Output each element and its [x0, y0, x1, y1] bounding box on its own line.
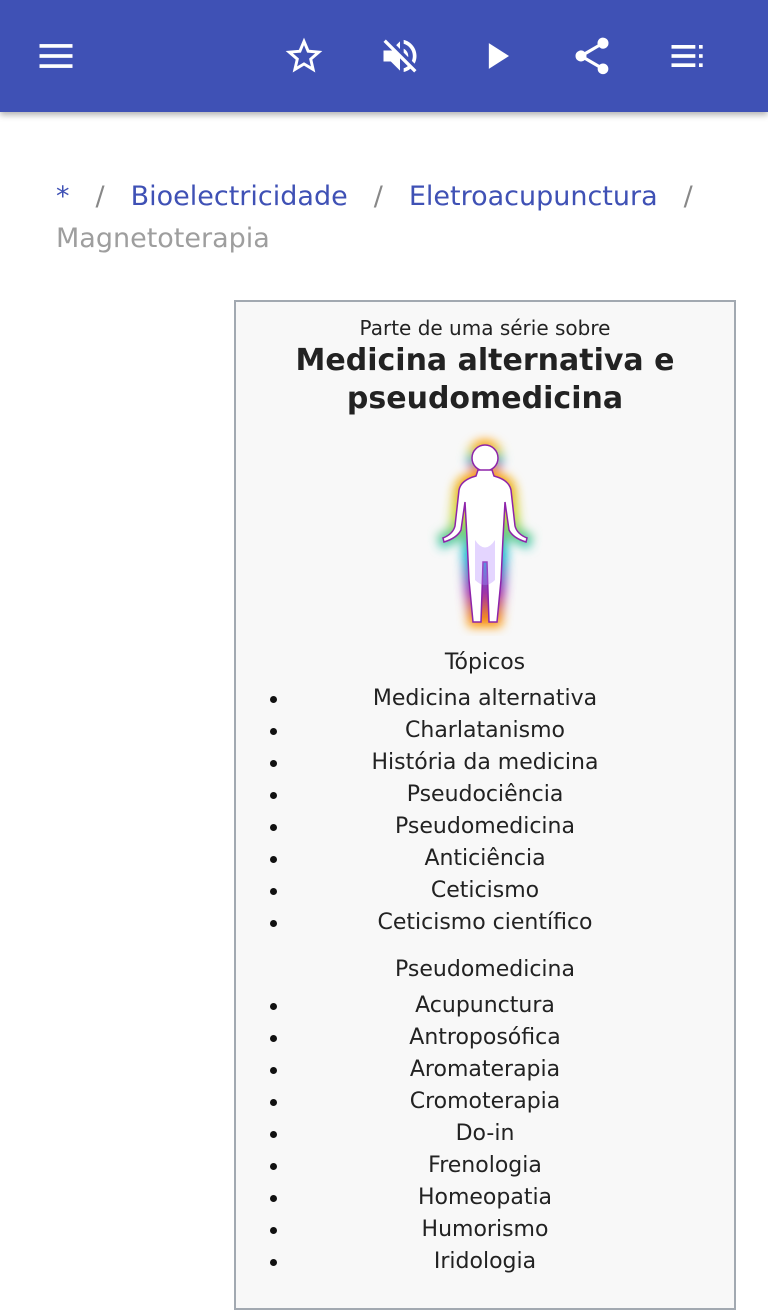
list-item[interactable]: Anticiência	[236, 843, 734, 875]
breadcrumb-separator: /	[683, 181, 693, 212]
breadcrumb-current: Magnetoterapia	[56, 223, 270, 254]
volume-mute-icon	[378, 34, 422, 78]
breadcrumb-home[interactable]: *	[56, 181, 70, 212]
breadcrumb-separator: /	[95, 181, 105, 212]
breadcrumb-separator: /	[373, 181, 383, 212]
play-button[interactable]	[470, 28, 526, 84]
human-aura-figure[interactable]	[425, 430, 545, 636]
mute-button[interactable]	[372, 28, 428, 84]
breadcrumb-eletroacupunctura[interactable]: Eletroacupunctura	[408, 181, 658, 212]
favorite-button[interactable]	[276, 28, 332, 84]
breadcrumb	[56, 176, 716, 260]
breadcrumb-bioelectricidade[interactable]: Bioelectricidade	[130, 181, 348, 212]
infobox-title-line1: Medicina alternativa e	[295, 343, 675, 378]
share-icon	[570, 34, 614, 78]
infobox-title-line2: pseudomedicina	[346, 381, 624, 416]
list-item[interactable]: Acupunctura	[236, 990, 734, 1022]
infobox-title	[236, 342, 734, 418]
section-heading-pseudomedicina: Pseudomedicina	[395, 957, 575, 982]
star-outline-icon	[282, 34, 326, 78]
list-item[interactable]: Iridologia	[236, 1246, 734, 1278]
list-item[interactable]: Homeopatia	[236, 1182, 734, 1214]
list-item[interactable]: Frenologia	[236, 1150, 734, 1182]
list-item[interactable]: História da medicina	[236, 747, 734, 779]
list-item[interactable]: Cromoterapia	[236, 1086, 734, 1118]
list-item[interactable]: Aromaterapia	[236, 1054, 734, 1086]
list-item[interactable]: Humorismo	[236, 1214, 734, 1246]
list-item[interactable]: Antroposófica	[236, 1022, 734, 1054]
list-item[interactable]: Medicina alternativa	[236, 683, 734, 715]
list-item[interactable]: Ceticismo	[236, 875, 734, 907]
play-icon	[476, 34, 520, 78]
list-item[interactable]: Pseudomedicina	[236, 811, 734, 843]
menu-button[interactable]	[28, 28, 84, 84]
pseudomedicine-list	[236, 990, 734, 1278]
section-heading-topicos: Tópicos	[444, 650, 526, 675]
playlist-icon	[666, 34, 710, 78]
topics-list	[236, 683, 734, 939]
list-item[interactable]: Pseudociência	[236, 779, 734, 811]
contents-button[interactable]	[660, 28, 716, 84]
app-bar	[0, 0, 768, 112]
list-item[interactable]: Ceticismo científico	[236, 907, 734, 939]
list-item[interactable]: Charlatanismo	[236, 715, 734, 747]
share-button[interactable]	[564, 28, 620, 84]
infobox	[234, 300, 736, 1310]
list-item[interactable]: Do-in	[236, 1118, 734, 1150]
menu-icon	[34, 34, 78, 78]
infobox-series-label: Parte de uma série sobre	[359, 316, 611, 340]
